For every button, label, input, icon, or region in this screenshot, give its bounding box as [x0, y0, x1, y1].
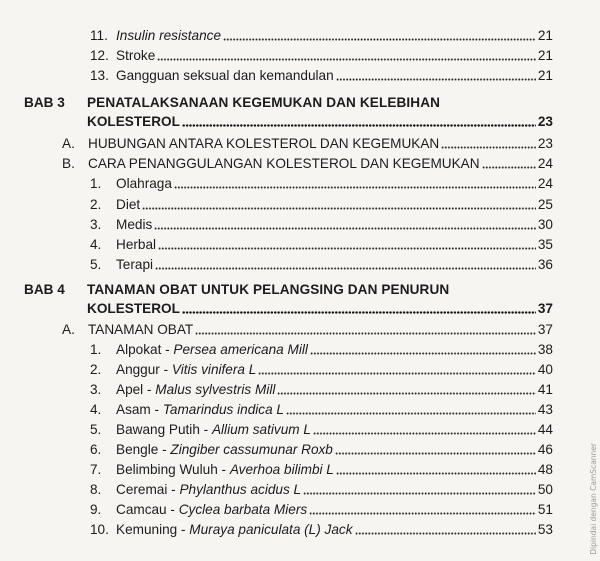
chapter-page: 23 — [537, 114, 553, 129]
plant-name: Camcau - — [116, 502, 179, 517]
entry-page: 40 — [537, 362, 553, 377]
latin-name: Vitis vinifera L — [171, 362, 257, 377]
toc-section — [62, 135, 553, 153]
entry-page: 48 — [537, 462, 553, 477]
toc-section — [62, 321, 553, 339]
toc-entry — [90, 256, 553, 274]
entry-number: 2. — [90, 362, 102, 377]
plant-name: Bawang Putih - — [116, 422, 212, 437]
plant-name: Alpokat - — [116, 342, 174, 357]
toc-entry — [90, 401, 553, 419]
entry-page: 53 — [537, 522, 553, 537]
toc-entry — [90, 441, 553, 459]
entry-title: Insulin resistance — [116, 28, 222, 43]
entry-page: 25 — [537, 197, 553, 212]
plant-name: Belimbing Wuluh - — [116, 462, 230, 477]
entry-page: 43 — [537, 402, 553, 417]
entry-title: Medis — [116, 217, 153, 232]
entry-number: 5. — [90, 422, 102, 437]
entry-title: Diet — [116, 197, 141, 212]
entry-number: 3. — [90, 382, 102, 397]
chapter-title-continued: KOLESTEROL — [87, 301, 180, 316]
latin-name: Malus sylvestris Mill — [155, 382, 276, 397]
dot-leader — [158, 247, 536, 250]
entry-page: 36 — [537, 257, 553, 272]
entry-number: 4. — [90, 402, 102, 417]
entry-page: 44 — [537, 422, 553, 437]
entry-number: 2. — [90, 197, 102, 212]
latin-name: Averhoa bilimbi L — [229, 462, 334, 477]
entry-page: 46 — [537, 442, 553, 457]
entry-title: Olahraga — [116, 176, 172, 191]
plant-name: Asam - — [116, 402, 163, 417]
latin-name: Cyclea barbata Miers — [178, 502, 308, 517]
toc-entry — [90, 501, 553, 519]
dot-leader — [336, 78, 536, 81]
chapter-label: BAB 4 — [24, 282, 65, 297]
plant-name: Apel - — [116, 382, 156, 397]
entry-page: 21 — [537, 48, 553, 63]
scanner-watermark: Dipindai dengan CamScanner — [589, 443, 598, 555]
dot-leader — [355, 532, 536, 535]
entry-page: 21 — [537, 68, 553, 83]
toc-entry — [90, 67, 553, 85]
dot-leader — [142, 207, 536, 210]
entry-page: 41 — [537, 382, 553, 397]
plant-name: Kemuning - — [116, 522, 190, 537]
section-page: 24 — [537, 156, 553, 171]
entry-page: 24 — [537, 176, 553, 191]
toc-entry — [90, 47, 553, 65]
plant-name: Anggur - — [116, 362, 172, 377]
entry-number: 9. — [90, 502, 102, 517]
dot-leader — [309, 512, 536, 515]
entry-number: 1. — [90, 342, 102, 357]
dot-leader — [286, 412, 536, 415]
entry-page: 35 — [537, 237, 553, 252]
latin-name: Allium sativum L — [211, 422, 311, 437]
dot-leader — [277, 392, 535, 395]
toc-entry — [90, 421, 553, 439]
chapter-label: BAB 3 — [24, 95, 65, 110]
section-page: 37 — [537, 322, 553, 337]
dot-leader — [174, 186, 536, 189]
dot-leader — [223, 38, 536, 41]
entry-page: 51 — [537, 502, 553, 517]
chapter-title-continued: KOLESTEROL — [87, 114, 180, 129]
toc-entry — [90, 381, 553, 399]
dot-leader — [155, 267, 536, 270]
dot-leader — [182, 124, 536, 127]
entry-title: Gangguan seksual dan kemandulan — [116, 68, 334, 83]
toc-section — [62, 155, 553, 173]
entry-title: Herbal — [116, 237, 157, 252]
plant-name: Ceremai - — [116, 482, 180, 497]
dot-leader — [258, 372, 536, 375]
entry-title: Stroke — [116, 48, 156, 63]
dot-leader — [335, 452, 536, 455]
section-letter: A. — [62, 136, 75, 151]
entry-page: 30 — [537, 217, 553, 232]
section-letter: A. — [62, 322, 75, 337]
chapter-page: 37 — [537, 301, 553, 316]
chapter-title-line — [87, 300, 553, 318]
dot-leader — [313, 432, 536, 435]
section-title: CARA PENANGGULANGAN KOLESTEROL DAN KEGEMUKAN — [88, 156, 480, 171]
section-title: TANAMAN OBAT — [88, 322, 194, 337]
entry-page: 50 — [537, 482, 553, 497]
dot-leader — [154, 227, 536, 230]
dot-leader — [157, 58, 536, 61]
latin-name: Muraya paniculata (L) Jack — [189, 522, 353, 537]
toc-entry — [90, 361, 553, 379]
entry-title: Terapi — [116, 257, 154, 272]
dot-leader — [336, 472, 536, 475]
entry-number: 10. — [90, 522, 109, 537]
chapter-title-line — [87, 113, 553, 131]
entry-number: 7. — [90, 462, 102, 477]
section-title: HUBUNGAN ANTARA KOLESTEROL DAN KEGEMUKAN — [88, 136, 440, 151]
dot-leader — [303, 492, 536, 495]
latin-name: Tamarindus indica L — [162, 402, 284, 417]
dot-leader — [195, 332, 536, 335]
chapter-title: TANAMAN OBAT UNTUK PELANGSING DAN PENURUN — [87, 282, 450, 297]
entry-number: 3. — [90, 217, 102, 232]
entry-page: 38 — [537, 342, 553, 357]
entry-number: 12. — [90, 48, 109, 63]
dot-leader — [310, 352, 536, 355]
entry-number: 5. — [90, 257, 102, 272]
chapter-title: PENATALAKSANAAN KEGEMUKAN DAN KELEBIHAN — [87, 95, 441, 110]
toc-entry — [90, 461, 553, 479]
entry-number: 6. — [90, 442, 102, 457]
section-page: 23 — [537, 136, 553, 151]
toc-entry — [90, 175, 553, 193]
entry-number: 8. — [90, 482, 102, 497]
toc-entry — [90, 27, 553, 45]
entry-number: 11. — [90, 28, 108, 43]
toc-entry — [90, 196, 553, 214]
dot-leader — [182, 311, 536, 314]
toc-entry — [90, 341, 553, 359]
entry-number: 1. — [90, 176, 102, 191]
section-letter: B. — [62, 156, 75, 171]
latin-name: Phylanthus acidus L — [179, 482, 302, 497]
entry-page: 21 — [537, 28, 553, 43]
toc-entry — [90, 481, 553, 499]
toc-entry — [90, 521, 553, 539]
entry-number: 4. — [90, 237, 102, 252]
dot-leader — [482, 166, 536, 169]
toc-entry — [90, 236, 553, 254]
latin-name: Zingiber cassumunar Roxb — [170, 442, 333, 457]
latin-name: Persea americana Mill — [173, 342, 308, 357]
toc-entry — [90, 216, 553, 234]
plant-name: Bengle - — [116, 442, 171, 457]
dot-leader — [441, 146, 536, 149]
entry-number: 13. — [90, 68, 109, 83]
